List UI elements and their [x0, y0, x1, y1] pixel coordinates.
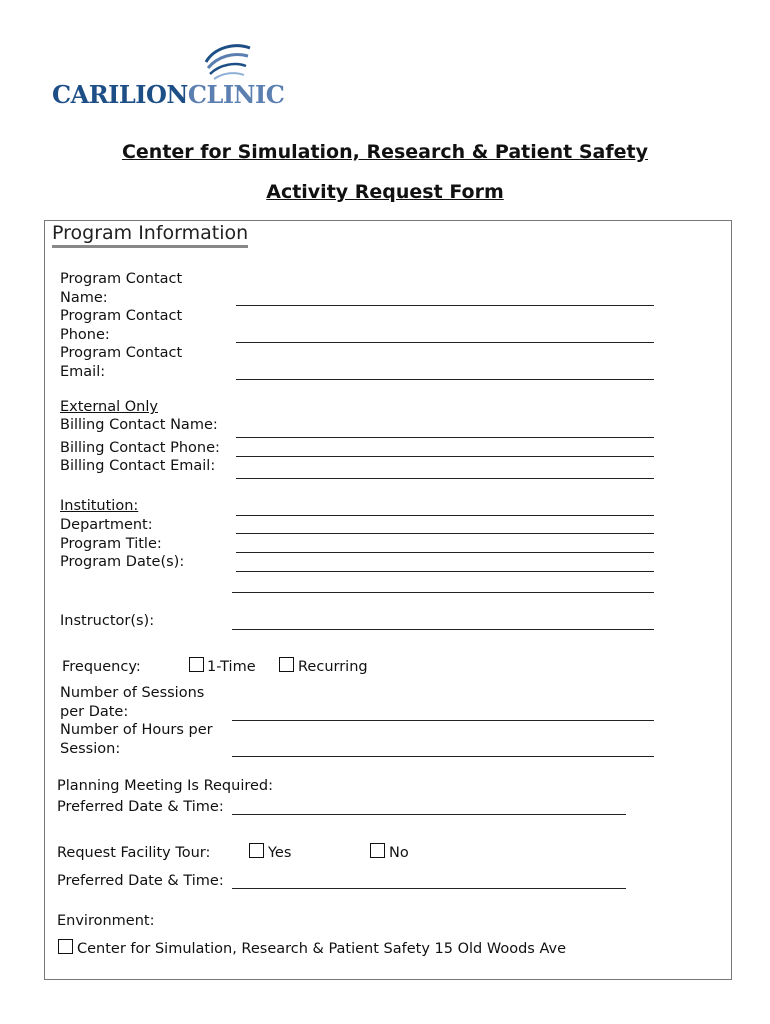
billing-email-field[interactable]	[236, 478, 654, 479]
hours-label: Number of Hours per Session:	[60, 722, 213, 757]
logo-swoosh-icon	[200, 40, 252, 82]
instructors-label: Instructor(s):	[60, 613, 155, 629]
program-title-field[interactable]	[236, 552, 654, 553]
preferred-datetime-label-1: Preferred Date & Time:	[57, 799, 224, 815]
page-title: Center for Simulation, Research & Patient Safety	[121, 141, 649, 163]
tour-no-checkbox[interactable]	[370, 843, 385, 858]
environment-checkbox[interactable]	[58, 939, 73, 954]
form-subtitle: Activity Request Form	[266, 181, 504, 203]
logo-part-2: CLINIC	[187, 80, 285, 109]
contact-email-field[interactable]	[236, 379, 654, 380]
sessions-label: Number of Sessions per Date:	[60, 685, 205, 720]
contact-name-label: Program Contact Name:	[60, 271, 183, 306]
tour-datetime-field[interactable]	[232, 888, 626, 889]
one-time-label: 1-Time	[207, 659, 256, 675]
hours-field[interactable]	[232, 756, 654, 757]
billing-name-field[interactable]	[236, 437, 654, 438]
tour-yes-label: Yes	[268, 845, 292, 861]
environment-option-label: Center for Simulation, Research & Patient Safety 15 Old Woods Ave	[77, 941, 567, 957]
tour-no-label: No	[389, 845, 409, 861]
contact-name-field[interactable]	[236, 305, 654, 306]
section-title: Program Information	[52, 222, 248, 248]
program-dates-field[interactable]	[236, 571, 654, 572]
planning-datetime-field[interactable]	[232, 814, 626, 815]
sessions-field[interactable]	[232, 720, 654, 721]
environment-label: Environment:	[57, 913, 155, 929]
contact-phone-field[interactable]	[236, 342, 654, 343]
facility-tour-label: Request Facility Tour:	[57, 845, 211, 861]
institution-label: Institution:	[60, 498, 139, 514]
frequency-label: Frequency:	[62, 659, 141, 675]
department-label: Department:	[60, 517, 153, 533]
program-title-label: Program Title:	[60, 536, 162, 552]
billing-email-label: Billing Contact Email:	[60, 458, 216, 474]
program-dates-label: Program Date(s):	[60, 554, 185, 570]
billing-name-label: Billing Contact Name:	[60, 417, 218, 433]
billing-phone-label: Billing Contact Phone:	[60, 440, 220, 456]
planning-meeting-label: Planning Meeting Is Required:	[57, 778, 273, 794]
contact-phone-label: Program Contact Phone:	[60, 308, 183, 343]
logo-wordmark	[52, 80, 284, 109]
contact-email-label: Program Contact Email:	[60, 345, 183, 380]
billing-phone-field[interactable]	[236, 456, 654, 457]
logo-part-1: CARILION	[52, 80, 188, 109]
institution-field[interactable]	[236, 515, 654, 516]
instructors-field[interactable]	[232, 629, 654, 630]
department-field[interactable]	[236, 533, 654, 534]
recurring-label: Recurring	[298, 659, 368, 675]
program-dates-field-2[interactable]	[232, 592, 654, 593]
tour-yes-checkbox[interactable]	[249, 843, 264, 858]
external-only-label: External Only	[60, 399, 158, 415]
preferred-datetime-label-2: Preferred Date & Time:	[57, 873, 224, 889]
recurring-checkbox[interactable]	[279, 657, 294, 672]
one-time-checkbox[interactable]	[189, 657, 204, 672]
